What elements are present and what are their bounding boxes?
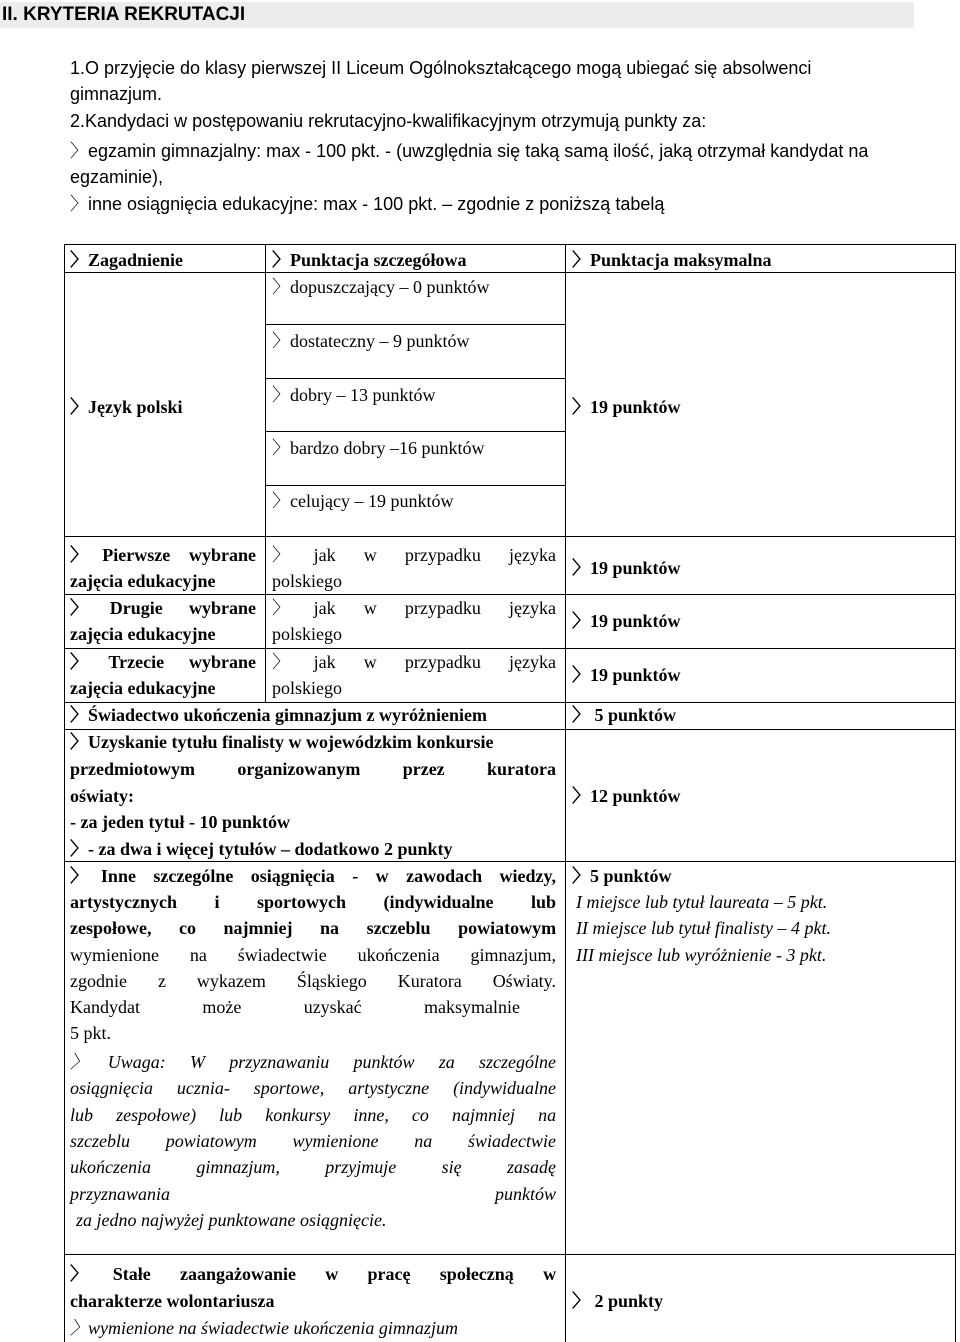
subject-wolontariat-line1: 〉Stałe zaangażowanie w pracę społeczną w	[70, 1264, 557, 1284]
grade-dobry: 〉dobry – 13 punktów	[272, 385, 436, 405]
subject-inne-line4: wymienione na świadectwie ukończenia gimnazjum,	[70, 945, 557, 965]
intro-point-2: 2.Kandydaci w postępowaniu rekrutacyjno-kwalifikacyjnym otrzymują punkty za:	[70, 111, 707, 131]
col-header-punktacja-szczegolowa: 〉Punktacja szczegółowa	[272, 250, 467, 270]
uwaga-line7: za jedno najwyżej punktowane osiągnięcie.	[76, 1210, 387, 1230]
subject-swiadectwo-wyroznienie: 〉Świadectwo ukończenia gimnazjum z wyróżnieniem	[70, 705, 487, 725]
subject-pierwsze-wybrane: 〉Pierwsze wybrane	[70, 545, 256, 565]
intro-point-1: 1.O przyjęcie do klasy pierwszej II Liceum Ogólnokształcącego mogą ubiegać się absolwenci	[70, 58, 812, 78]
max-inne-finalista: II miejsce lub tytuł finalisty – 4 pkt.	[576, 918, 831, 938]
uwaga-line1: 〉Uwaga: W przyznawaniu punktów za szczególne	[70, 1052, 557, 1072]
detail-pierwsze-wybrane: 〉jak w przypadku języka	[272, 545, 557, 565]
detail-pierwsze-wybrane-cont: polskiego	[272, 571, 342, 591]
max-finalista: 〉12 punktów	[572, 786, 681, 806]
grade-dostateczny: 〉dostateczny – 9 punktów	[272, 331, 470, 351]
uwaga-line3: lub zespołowe) lub konkursy inne, co najmniej na	[70, 1105, 557, 1125]
max-inne-laureat: I miejsce lub tytuł laureata – 5 pkt.	[576, 892, 828, 912]
bullet-egzamin-cont: egzaminie),	[70, 167, 164, 187]
detail-drugie-wybrane: 〉jak w przypadku języka	[272, 598, 557, 618]
subject-finalista-line3: oświaty:	[70, 786, 134, 806]
grade-dopuszczajacy: 〉dopuszczający – 0 punktów	[272, 277, 490, 297]
bullet-egzamin: 〉egzamin gimnazjalny: max - 100 pkt. - (uwzględnia się taką samą ilość, jaką otrzymał kandydat na	[70, 141, 869, 161]
uwaga-line4: szczeblu powiatowym wymienione na świadectwie	[70, 1131, 556, 1151]
subject-trzecie-wybrane-cont: zajęcia edukacyjne	[70, 678, 216, 698]
subject-finalista-line1: 〉Uzyskanie tytułu finalisty w wojewódzkim konkursie	[70, 732, 494, 752]
col-header-zagadnienie: 〉Zagadnienie	[70, 250, 184, 270]
bullet-inne-osiagniecia: 〉inne osiągnięcia edukacyjne: max - 100 pkt. – zgodnie z poniższą tabelą	[70, 194, 665, 214]
col-header-punktacja-maksymalna: 〉Punktacja maksymalna	[572, 250, 772, 270]
max-inne-wyroznienie: III miejsce lub wyróżnienie - 3 pkt.	[576, 945, 827, 965]
subject-inne-line7: 5 pkt.	[70, 1023, 112, 1043]
uwaga-line2: osiągnięcia ucznia- sportowe, artystyczne (indywidualne	[70, 1078, 557, 1098]
subject-inne-line1: 〉Inne szczególne osiągnięcia - w zawodach wiedzy,	[70, 866, 557, 886]
subject-drugie-wybrane-cont: zajęcia edukacyjne	[70, 624, 216, 644]
subject-inne-line6: Kandydat może uzyskać maksymalnie	[70, 997, 521, 1017]
subject-pierwsze-wybrane-cont: zajęcia edukacyjne	[70, 571, 216, 591]
uwaga-line5: ukończenia gimnazjum, przyjmuje się zasadę	[70, 1157, 556, 1177]
max-drugie-wybrane: 〉19 punktów	[572, 611, 681, 631]
max-trzecie-wybrane: 〉19 punktów	[572, 665, 681, 685]
detail-trzecie-wybrane: 〉jak w przypadku języka	[272, 652, 557, 672]
grade-bardzo-dobry: 〉bardzo dobry –16 punktów	[272, 438, 485, 458]
max-pierwsze-wybrane: 〉19 punktów	[572, 558, 681, 578]
subject-finalista-line2: przedmiotowym organizowanym przez kuratora	[70, 759, 557, 779]
subject-wolontariat-line2: charakterze wolontariusza	[70, 1291, 275, 1311]
max-inne-osiagniecia: 〉5 punktów	[572, 866, 672, 886]
section-header-bar	[0, 2, 914, 28]
subject-wolontariat-line3: 〉wymienione na świadectwie ukończenia gimnazjum	[70, 1318, 458, 1338]
section-title: II. KRYTERIA REKRUTACJI	[2, 4, 246, 25]
subject-trzecie-wybrane: 〉Trzecie wybrane	[70, 652, 256, 672]
grade-celujacy: 〉celujący – 19 punktów	[272, 491, 454, 511]
max-jezyk-polski: 〉19 punktów	[572, 397, 681, 417]
subject-finalista-line4: - za jeden tytuł - 10 punktów	[70, 812, 291, 832]
subject-drugie-wybrane: 〉Drugie wybrane	[70, 598, 256, 618]
detail-trzecie-wybrane-cont: polskiego	[272, 678, 342, 698]
subject-inne-line2: artystycznych i sportowych (indywidualne lub	[70, 892, 557, 912]
detail-drugie-wybrane-cont: polskiego	[272, 624, 342, 644]
max-swiadectwo-wyroznienie: 〉 5 punktów	[572, 705, 677, 725]
subject-inne-line3: zespołowe, co najmniej na szczeblu powiatowym	[70, 918, 557, 938]
max-wolontariat: 〉 2 punkty	[572, 1291, 664, 1311]
subject-inne-line5: zgodnie z wykazem Śląskiego Kuratora Oświaty.	[70, 971, 557, 991]
subject-finalista-line5: 〉- za dwa i więcej tytułów – dodatkowo 2 punkty	[70, 839, 453, 859]
intro-point-1-cont: gimnazjum.	[70, 84, 163, 104]
subject-jezyk-polski: 〉Język polski	[70, 397, 183, 417]
uwaga-line6: przyznawania punktów	[70, 1184, 556, 1204]
